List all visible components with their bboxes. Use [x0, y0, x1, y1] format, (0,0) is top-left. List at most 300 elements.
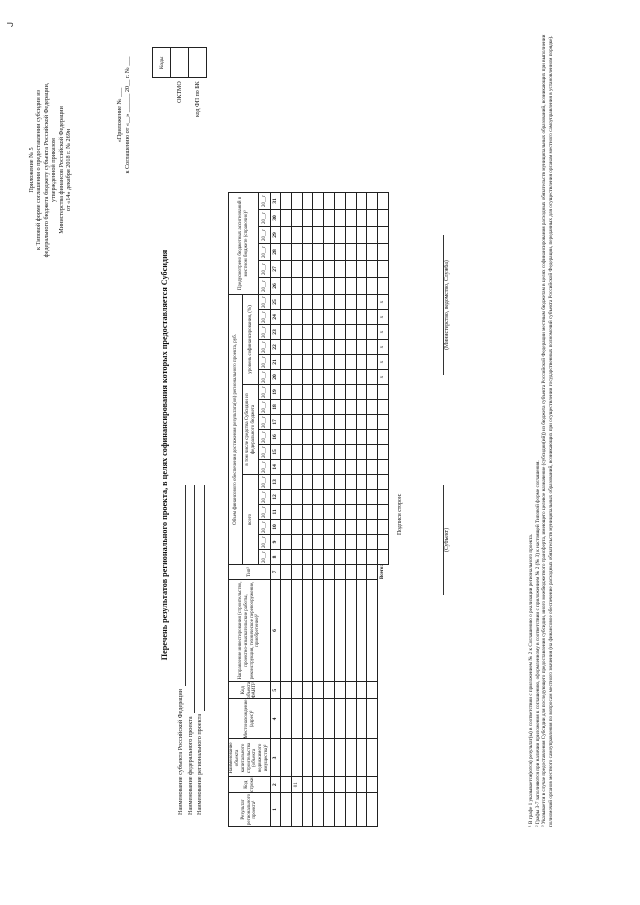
table-cell [334, 339, 345, 354]
table-cell [281, 519, 292, 534]
table-cell [334, 549, 345, 564]
table-cell [291, 793, 302, 827]
table-cell [291, 504, 302, 519]
footnote-2: ² Графы 3-7 заполняются при наличии приложения к соглашению, оформленному в соответствии с приложением № 2 (№ 3) к настоящей Типовой форме соглашения. [534, 460, 541, 827]
table-cell [324, 489, 335, 504]
table-cell [356, 739, 367, 777]
table-cell [281, 309, 292, 324]
table-cell [281, 384, 292, 399]
table-cell [291, 339, 302, 354]
table-cell [313, 209, 324, 226]
table-cell [367, 793, 378, 827]
table-cell [313, 226, 324, 243]
col-header-unit: Тип² [229, 564, 271, 579]
column-number: 19 [271, 384, 281, 399]
federal-project-label: Наименование федерального проекта [186, 716, 194, 815]
col-header-total: всего [243, 474, 259, 564]
col-header-volume: Объем финансового обеспечения достижения результата(ов) регионального проекта, руб. [229, 294, 243, 564]
table-cell [291, 459, 302, 474]
table-cell [313, 192, 324, 209]
col-header-planned: Предусмотрено бюджетных ассигнований в местном бюджете (справочно)³ [229, 192, 259, 294]
table-cell [334, 192, 345, 209]
table-cell [324, 339, 335, 354]
year-header: 20__г [259, 489, 271, 504]
total-cell [378, 277, 389, 294]
table-cell [313, 260, 324, 277]
table-cell [324, 384, 335, 399]
table-cell [291, 384, 302, 399]
year-header: 20__г [259, 277, 271, 294]
table-cell [367, 549, 378, 564]
table-cell [302, 549, 313, 564]
annex-line: федерального бюджета бюджету субъекта Российской Федерации, [42, 82, 50, 258]
year-header: 20__г [259, 309, 271, 324]
table-cell [334, 681, 345, 699]
table-cell [313, 474, 324, 489]
column-number: 13 [271, 474, 281, 489]
year-header: 20__г [259, 429, 271, 444]
table-cell [302, 474, 313, 489]
table-cell [345, 429, 356, 444]
column-number: 23 [271, 324, 281, 339]
total-cell [378, 384, 389, 399]
table-cell [334, 429, 345, 444]
table-cell [356, 699, 367, 739]
table-cell [302, 489, 313, 504]
table-cell [313, 459, 324, 474]
table-cell [281, 699, 292, 739]
sign-label: Подписи сторон: [397, 493, 403, 535]
table-cell [345, 309, 356, 324]
table-cell [367, 444, 378, 459]
table-cell [356, 474, 367, 489]
year-header: 20__г [259, 504, 271, 519]
column-number: 17 [271, 414, 281, 429]
table-cell: 01 [291, 777, 302, 793]
table-cell [345, 260, 356, 277]
col-header-including: в том числе средства Субсидии из федерального бюджета [243, 384, 259, 474]
col-header-location: Местонахождение (адрес)² [229, 699, 271, 739]
table-cell [313, 429, 324, 444]
table-cell [324, 192, 335, 209]
table-cell [334, 277, 345, 294]
col-header-level: уровень софинансирования, (%) [243, 294, 259, 384]
table-cell [302, 243, 313, 260]
table-cell [356, 504, 367, 519]
table-cell [324, 777, 335, 793]
table-cell [313, 534, 324, 549]
column-number: 29 [271, 226, 281, 243]
table-cell [291, 192, 302, 209]
table-cell [281, 354, 292, 369]
table-cell [367, 739, 378, 777]
table-cell [291, 399, 302, 414]
table-cell [313, 681, 324, 699]
table-cell [334, 226, 345, 243]
table-cell [356, 489, 367, 504]
table-cell [291, 681, 302, 699]
table-cell [345, 519, 356, 534]
table-cell [345, 459, 356, 474]
column-number: 21 [271, 354, 281, 369]
table-cell [313, 777, 324, 793]
table-cell [281, 414, 292, 429]
table-cell [367, 209, 378, 226]
total-cell [378, 459, 389, 474]
footnotes [528, 27, 554, 827]
total-cell: x [378, 354, 389, 369]
table-cell [291, 444, 302, 459]
table-cell [356, 429, 367, 444]
table-cell [345, 579, 356, 681]
column-number: 6 [271, 579, 281, 681]
table-cell [367, 384, 378, 399]
table-cell [302, 324, 313, 339]
table-cell [356, 209, 367, 226]
column-number: 14 [271, 459, 281, 474]
table-cell [291, 260, 302, 277]
column-number: 31 [271, 192, 281, 209]
table-cell [334, 414, 345, 429]
footnote-3: ³ Указывается в случае предоставления Субсидии для последующего предоставления субсидии, иного межбюджетного трансферта, имеющего целевое назначение (субсидии(ий)) из бюджета субъекта Российской Федерации местным бюджетам в целях софинансирования расходных обязательств муниципальных образований, возникающих при выполнении полномочий органов местного самоуправления по вопросам местного значения (на финансовое обеспечение расходных обязательств муниципальных образований, возникающих при осуществлении государственных полномочий субъекта Российской Федерации, переданных для осуществления органам местного самоуправления в установленном порядке). [541, 34, 554, 827]
table-cell [367, 243, 378, 260]
table-cell [334, 504, 345, 519]
table-cell [345, 549, 356, 564]
table-cell [302, 384, 313, 399]
table-cell [313, 564, 324, 579]
table-cell [356, 793, 367, 827]
year-header: 20__г [259, 534, 271, 549]
table-cell [334, 459, 345, 474]
total-cell [378, 504, 389, 519]
table-cell [324, 519, 335, 534]
table-cell [334, 444, 345, 459]
table-cell [356, 681, 367, 699]
agreement-line: «Приложение № ___ [116, 87, 123, 143]
table-cell [281, 777, 292, 793]
year-header: 20__г [259, 243, 271, 260]
table-cell [367, 504, 378, 519]
table-cell [313, 354, 324, 369]
column-number: 12 [271, 489, 281, 504]
oktmo-value [171, 48, 189, 78]
table-cell [291, 324, 302, 339]
agreement-ref [116, 15, 131, 215]
table-cell [281, 324, 292, 339]
table-cell [324, 739, 335, 777]
table-cell [291, 579, 302, 681]
column-number: 11 [271, 504, 281, 519]
table-cell [334, 489, 345, 504]
table-cell [291, 699, 302, 739]
table-cell [356, 339, 367, 354]
table-cell [324, 243, 335, 260]
table-cell [324, 309, 335, 324]
table-cell [291, 519, 302, 534]
table-cell [324, 209, 335, 226]
table-cell [324, 549, 335, 564]
table-cell [367, 519, 378, 534]
table-cell [356, 564, 367, 579]
total-cell: x [378, 294, 389, 309]
annex-line: Приложение № 5 [28, 147, 35, 193]
table-cell [291, 243, 302, 260]
table-cell [324, 260, 335, 277]
table-cell [302, 192, 313, 209]
table-cell [302, 339, 313, 354]
table-cell [334, 309, 345, 324]
table-cell [356, 277, 367, 294]
total-cell [378, 429, 389, 444]
table-cell [324, 369, 335, 384]
table-cell [302, 260, 313, 277]
table-cell [367, 309, 378, 324]
table-cell [313, 739, 324, 777]
table-cell [334, 243, 345, 260]
year-header: 20__г [259, 354, 271, 369]
table-cell [324, 681, 335, 699]
table-cell [281, 294, 292, 309]
table-cell [356, 384, 367, 399]
oktmo-label: ОКТМО [176, 81, 183, 103]
table-cell [324, 444, 335, 459]
table-cell [356, 324, 367, 339]
table-cell [281, 260, 292, 277]
table-cell [281, 277, 292, 294]
table-cell [345, 369, 356, 384]
table-cell [281, 549, 292, 564]
table-cell [356, 192, 367, 209]
table-cell [324, 579, 335, 681]
table-cell [291, 226, 302, 243]
table-cell [281, 399, 292, 414]
table-cell [313, 489, 324, 504]
table-row [324, 192, 335, 826]
table-cell [302, 429, 313, 444]
table-cell [281, 793, 292, 827]
table-cell [356, 549, 367, 564]
table-cell [324, 399, 335, 414]
table-cell [334, 260, 345, 277]
table-cell [302, 226, 313, 243]
year-header: 20__г [259, 226, 271, 243]
table-cell [324, 564, 335, 579]
table-cell [324, 459, 335, 474]
table-cell [356, 534, 367, 549]
table-cell [334, 354, 345, 369]
annex-line: к Типовой форме соглашения о предоставлении субсидии из [35, 90, 43, 250]
table-cell [281, 339, 292, 354]
column-number: 18 [271, 399, 281, 414]
table-cell [345, 354, 356, 369]
table-cell [367, 339, 378, 354]
table-row [367, 192, 378, 826]
codes-box [152, 47, 207, 118]
total-cell [378, 549, 389, 564]
annex-line: Министерства финансов Российской Федерации [57, 106, 65, 234]
total-cell [378, 474, 389, 489]
table-cell [324, 429, 335, 444]
column-number: 22 [271, 339, 281, 354]
col-header-object: Наименование объекта капитального строительства (объекта недвижимого имущества)² [229, 739, 271, 777]
table-cell [334, 534, 345, 549]
table-cell [367, 399, 378, 414]
column-number: 25 [271, 294, 281, 309]
table-cell [302, 777, 313, 793]
annex-line: утвержденной приказом [50, 138, 58, 202]
table-cell [291, 429, 302, 444]
table-cell [302, 504, 313, 519]
table-cell [281, 474, 292, 489]
table-cell [345, 504, 356, 519]
table-cell [291, 549, 302, 564]
table-cell [345, 793, 356, 827]
table-cell [334, 564, 345, 579]
table-cell [313, 294, 324, 309]
year-header: 20__г [259, 192, 271, 209]
table-cell [345, 399, 356, 414]
table-cell [324, 324, 335, 339]
total-cell [378, 489, 389, 504]
table-cell [367, 489, 378, 504]
table-cell [324, 354, 335, 369]
table-cell [345, 444, 356, 459]
corner-mark: ᒍ [6, 21, 15, 27]
table-cell [345, 414, 356, 429]
table-cell [356, 414, 367, 429]
total-cell [378, 209, 389, 226]
table-cell [356, 519, 367, 534]
table-cell [324, 474, 335, 489]
table-cell [313, 399, 324, 414]
names-block [176, 485, 205, 815]
table-cell [367, 579, 378, 681]
table-cell [345, 564, 356, 579]
table-cell [367, 459, 378, 474]
table-cell [345, 384, 356, 399]
table-cell [302, 739, 313, 777]
table-cell [313, 519, 324, 534]
table-cell [356, 260, 367, 277]
table-cell [281, 564, 292, 579]
fp-label: код ФП по БК [194, 81, 201, 117]
table-cell [367, 354, 378, 369]
year-header: 20__г [259, 414, 271, 429]
table-cell [291, 534, 302, 549]
table-cell [334, 399, 345, 414]
column-number: 26 [271, 277, 281, 294]
total-cell [378, 414, 389, 429]
table-cell [291, 564, 302, 579]
table-cell [291, 414, 302, 429]
total-row [378, 192, 389, 826]
results-table [228, 192, 389, 827]
table-cell [313, 549, 324, 564]
annex-header [28, 35, 72, 305]
column-number: 24 [271, 309, 281, 324]
table-cell [302, 399, 313, 414]
table-cell [367, 681, 378, 699]
column-number: 30 [271, 209, 281, 226]
total-cell [378, 399, 389, 414]
year-header: 20__г [259, 519, 271, 534]
column-number: 16 [271, 429, 281, 444]
table-row [334, 192, 345, 826]
table-cell [302, 277, 313, 294]
table-cell [281, 243, 292, 260]
table-cell [367, 369, 378, 384]
total-cell: x [378, 369, 389, 384]
table-cell [367, 534, 378, 549]
year-header: 20__г [259, 294, 271, 309]
table-cell [334, 294, 345, 309]
table-cell [281, 739, 292, 777]
table-cell [324, 699, 335, 739]
regional-project-label: Наименование регионального проекта [196, 713, 203, 815]
column-number: 15 [271, 444, 281, 459]
table-cell [313, 384, 324, 399]
total-cell: x [378, 309, 389, 324]
subject-name-label: Наименование субъекта Российской Федерации [177, 689, 184, 815]
table-cell [334, 579, 345, 681]
table-cell [356, 369, 367, 384]
table-cell [334, 369, 345, 384]
table-cell [291, 474, 302, 489]
column-number: 5 [271, 681, 281, 699]
table-cell [281, 444, 292, 459]
table-cell [281, 369, 292, 384]
table-cell [334, 793, 345, 827]
table-cell [345, 474, 356, 489]
table-cell [302, 793, 313, 827]
table-cell [367, 474, 378, 489]
table-cell [291, 369, 302, 384]
table-cell [313, 444, 324, 459]
table-cell [345, 681, 356, 699]
table-cell [345, 243, 356, 260]
table-cell [345, 339, 356, 354]
table-cell [345, 294, 356, 309]
table-cell [324, 534, 335, 549]
table-cell [313, 277, 324, 294]
table-cell [334, 519, 345, 534]
total-cell [378, 444, 389, 459]
table-cell [302, 414, 313, 429]
total-cell: x [378, 324, 389, 339]
table-cell [324, 414, 335, 429]
column-number: 4 [271, 699, 281, 739]
codes-header: Коды [153, 48, 171, 78]
table-cell [367, 277, 378, 294]
table-cell [281, 681, 292, 699]
table-cell [367, 192, 378, 209]
table-cell [313, 243, 324, 260]
table-cell [291, 309, 302, 324]
table-cell [291, 277, 302, 294]
column-number: 28 [271, 243, 281, 260]
year-header: 20__г [259, 444, 271, 459]
table-cell [334, 324, 345, 339]
col-header-direction: Направление инвестирования (строительство, проектно-изыскательские работы, реконструкция, техническое перевооружение, приобретение)² [229, 579, 271, 681]
total-cell [378, 226, 389, 243]
total-label: Всего: [380, 564, 386, 580]
table-row [345, 192, 356, 826]
table-cell [313, 699, 324, 739]
table-cell [281, 209, 292, 226]
year-header: 20__г [259, 399, 271, 414]
table-cell [345, 739, 356, 777]
table-cell [302, 294, 313, 309]
